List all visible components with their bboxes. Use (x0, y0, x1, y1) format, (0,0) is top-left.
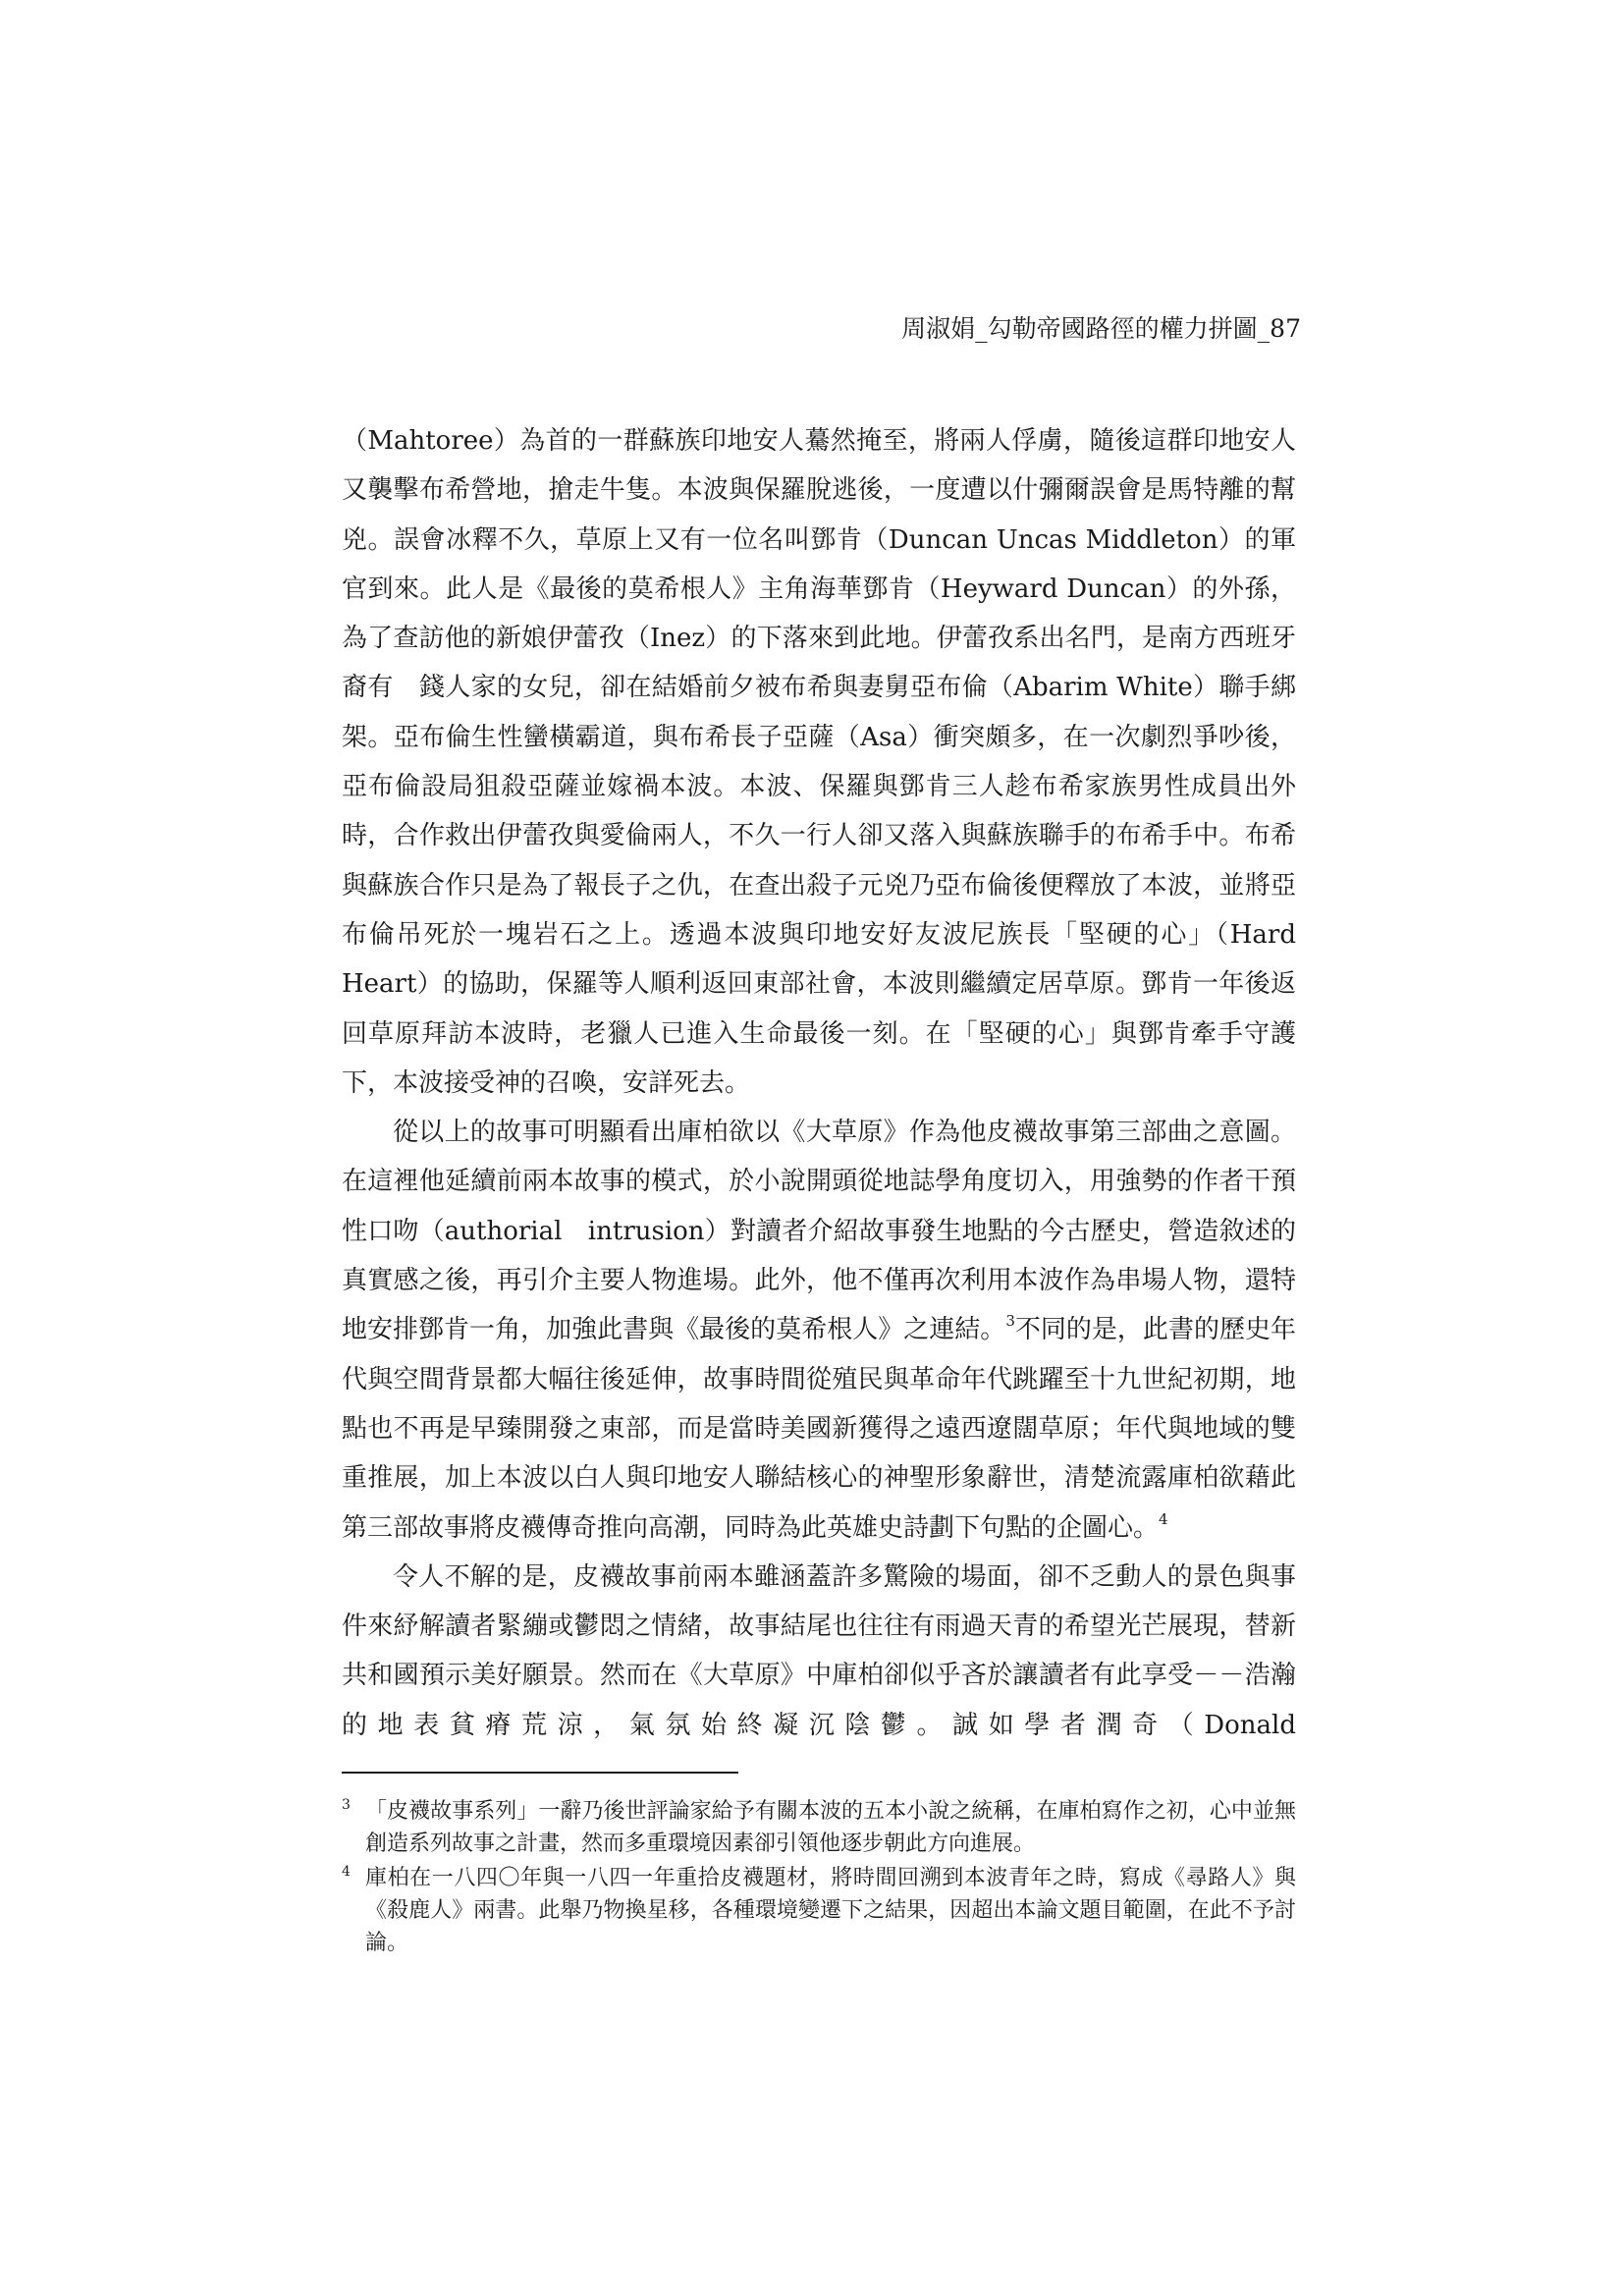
footnote-4-text: 庫柏在一八四〇年與一八四一年重拾皮襪題材，將時間回溯到本波青年之時，寫成《尋路人》與《殺鹿人》兩書。此舉乃物換星移，各種環境變遷下之結果，因超出本論文題目範圍，在此不予討論。 (365, 1866, 1296, 1955)
footnote-divider (342, 1772, 738, 1774)
body-text (342, 416, 1296, 1750)
footnote-3-mark: 3 (342, 1797, 351, 1813)
paragraph-2-text: 從以上的故事可明顯看出庫柏欲以《大草原》作為他皮襪故事第三部曲之意圖。在這裡他延續前兩本故事的模式，於小說開頭從地誌學角度切入，用強勢的作者干預性口吻（authorial intrusion）對讀者介紹故事發生地點的今古歷史，營造敘述的真實感之後，再引介主要人物進場。此外，他不僅再次利用本波作為串場人物，還特地安排鄧肯一角，加強此書與《最後的莫希根人》之連結。 (342, 1118, 1296, 1345)
footnote-ref-3[interactable]: 3 (1005, 1312, 1015, 1331)
footnote-3-text: 「皮襪故事系列」一辭乃後世評論家給予有關本波的五本小說之統稱，在庫柏寫作之初，心中並無創造系列故事之計畫，然而多重環境因素卻引領他逐步朝此方向進展。 (365, 1799, 1296, 1856)
running-header: 周淑娟_勾勒帝國路徑的權力拼圖_87 (901, 314, 1301, 343)
footnotes (342, 1795, 1296, 1961)
footnote-4-mark: 4 (342, 1864, 351, 1880)
paragraph-3 (342, 1553, 1296, 1750)
footnote-4 (342, 1862, 1296, 1959)
paragraph-2-continued: 不同的是，此書的歷史年代與空間背景都大幅往後延伸，故事時間從殖民與革命年代跳躍至十九世紀初期，地點也不再是早臻開發之東部，而是當時美國新獲得之遠西遼闊草原；年代與地域的雙重推展，加上本波以白人與印地安人聯結核心的神聖形象辭世，清楚流露庫柏欲藉此第三部故事將皮襪傳奇推向高潮，同時為此英雄史詩劃下句點的企圖心。 (342, 1315, 1296, 1543)
paragraph-1 (342, 416, 1296, 1108)
footnote-ref-4[interactable]: 4 (1159, 1509, 1168, 1528)
footnote-3 (342, 1795, 1296, 1860)
paragraph-1-text: （Mahtoree）為首的一群蘇族印地安人驀然掩至，將兩人俘虜，隨後這群印地安人又襲擊布希營地，搶走牛隻。本波與保羅脫逃後，一度遭以什彌爾誤會是馬特離的幫兇。誤會冰釋不久，草原上又有一位名叫鄧肯（Duncan Uncas Middleton）的軍官到來。此人是《最後的莫希根人》主角海華鄧肯（Heyward Duncan）的外孫，為了查訪他的新娘伊蕾孜（Inez）的下落來到此地。伊蕾孜系出名門，是南方西班牙裔有 錢人家的女兒，卻在結婚前夕被布希與妻舅亞布倫（Abarim White）聯手綁架。亞布倫生性蠻橫霸道，與布希長子亞薩（Asa）衝突頗多，在一次劇烈爭吵後，亞布倫設局狙殺亞薩並嫁禍本波。本波、保羅與鄧肯三人趁布希家族男性成員出外時，合作救出伊蕾孜與愛倫兩人，不久一行人卻又落入與蘇族聯手的布希手中。布希與蘇族合作只是為了報長子之仇，在查出殺子元兇乃亞布倫後便釋放了本波，並將亞布倫吊死於一塊岩石之上。透過本波與印地安好友波尼族長「堅硬的心」（Hard Heart）的協助，保羅等人順利返回東部社會，本波則繼續定居草原。鄧肯一年後返回草原拜訪本波時，老獵人已進入生命最後一刻。在「堅硬的心」與鄧肯牽手守護下，本波接受神的召喚，安詳死去。 (342, 426, 1296, 1098)
paragraph-2 (342, 1108, 1296, 1553)
paragraph-3-text: 令人不解的是，皮襪故事前兩本雖涵蓋許多驚險的場面，卻不乏動人的景色與事件來紓解讀者緊繃或鬱悶之情緒，故事結尾也往往有雨過天青的希望光芒展現，替新共和國預示美好願景。然而在《大草原》中庫柏卻似乎吝於讓讀者有此享受－－浩瀚的地表貧瘠荒涼，氣氛始終凝沉陰鬱。誠如學者潤奇（Donald (342, 1561, 1296, 1740)
